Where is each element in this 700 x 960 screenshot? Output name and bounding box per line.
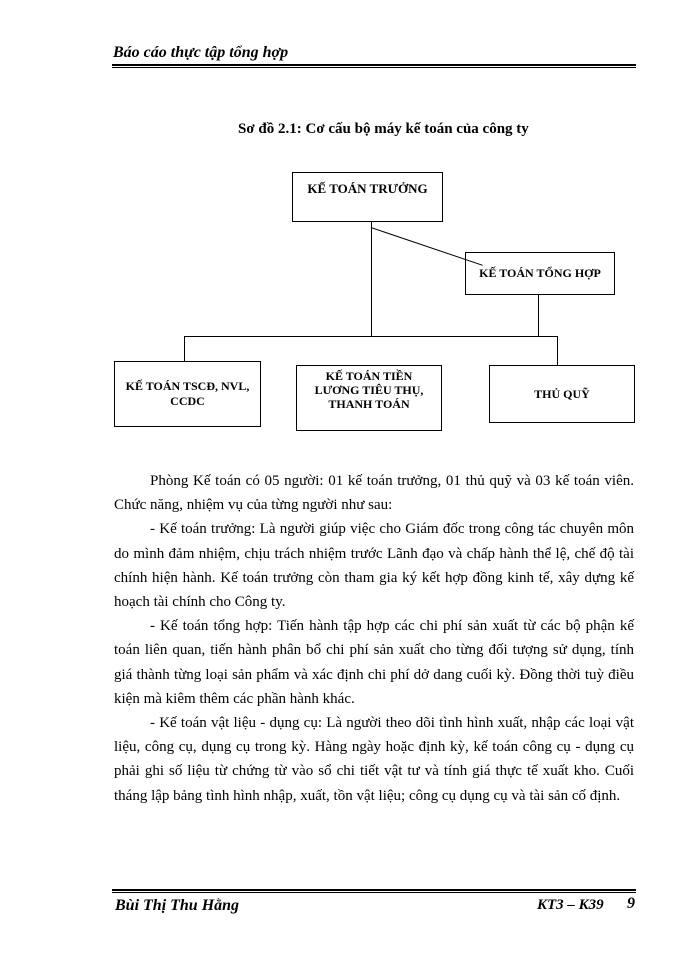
- connector-general-down: [538, 295, 539, 336]
- body-text: [114, 469, 634, 808]
- node-general-label: KẾ TOÁN TỔNG HỢP: [479, 266, 601, 280]
- node-treasurer-label: THỦ QUỸ: [534, 386, 590, 401]
- header-rule: [112, 64, 636, 66]
- footer-author: Bùi Thị Thu Hằng: [115, 897, 240, 914]
- node-chief-accountant: [292, 172, 443, 222]
- connector-left-drop: [184, 336, 185, 361]
- node-treasurer: [489, 365, 635, 423]
- node-chief-label: KẾ TOÁN TRƯỞNG: [307, 181, 428, 196]
- page-number: 9: [627, 895, 635, 912]
- header-title: Báo cáo thực tập tổng hợp: [113, 44, 289, 61]
- paragraph: Phòng Kế toán có 05 người: 01 kế toán trưởng, 01 thủ quỹ và 03 kế toán viên. Chức năng, nhiệm vụ của từng người như sau:: [114, 473, 634, 514]
- paragraph: - Kế toán tổng hợp: Tiến hành tập hợp các chi phí sản xuất từ các bộ phận kế toán liên quan, tiến hành phân bổ chi phí sản xuất cho từng đối tượng sử dụng, tính giá thành từng loại sản phẩm và xác định chi phí dở dang cuối kỳ. Đồng thời tuỳ điều kiện mà kiêm thêm các phần hành khác.: [114, 618, 634, 707]
- footer-rule-thin: [112, 892, 636, 893]
- connector-right-drop: [557, 336, 558, 365]
- connector-chief-diagonal: [371, 227, 483, 266]
- footer-rule: [112, 889, 636, 891]
- paragraph: - Kế toán vật liệu - dụng cụ: Là người theo dõi tình hình xuất, nhập các loại vật liệu, công cụ, dụng cụ trong kỳ. Hàng ngày hoặc định kỳ, kế toán công cụ - dụng cụ phải ghi số liệu từ chứng từ vào sổ chi tiết vật tư và tính giá thực tế xuất kho. Cuối tháng lập bảng tình hình nhập, xuất, tồn vật liệu; công cụ dụng cụ và tài sản cố định.: [114, 715, 634, 804]
- header-rule-thin: [112, 67, 636, 68]
- paragraph: - Kế toán trưởng: Là người giúp việc cho Giám đốc trong công tác chuyên môn do mình đảm nhiệm, chịu trách nhiệm trước Lãnh đạo và chấp hành thể lệ, chế độ tài chính hiện hành. Kế toán trưởng còn tham gia ký kết hợp đồng kinh tế, xây dựng kế hoạch tài chính cho Công ty.: [114, 521, 634, 611]
- connector-chief-down: [371, 222, 372, 336]
- node-fixed-assets-label: KẾ TOÁN TSCĐ, NVL, CCDC: [125, 379, 250, 408]
- node-salary-label: KẾ TOÁN TIỀN LƯƠNG TIÊU THỤ, THANH TOÁN: [314, 369, 424, 411]
- node-fixed-assets-accountant: [114, 361, 261, 427]
- node-general-accountant: [465, 252, 615, 295]
- connector-horizontal-bus: [184, 336, 557, 337]
- diagram-caption: Sơ đồ 2.1: Cơ cấu bộ máy kế toán của công ty: [238, 121, 529, 137]
- node-salary-accountant: [296, 365, 442, 431]
- footer-class-code: KT3 – K39: [537, 897, 604, 913]
